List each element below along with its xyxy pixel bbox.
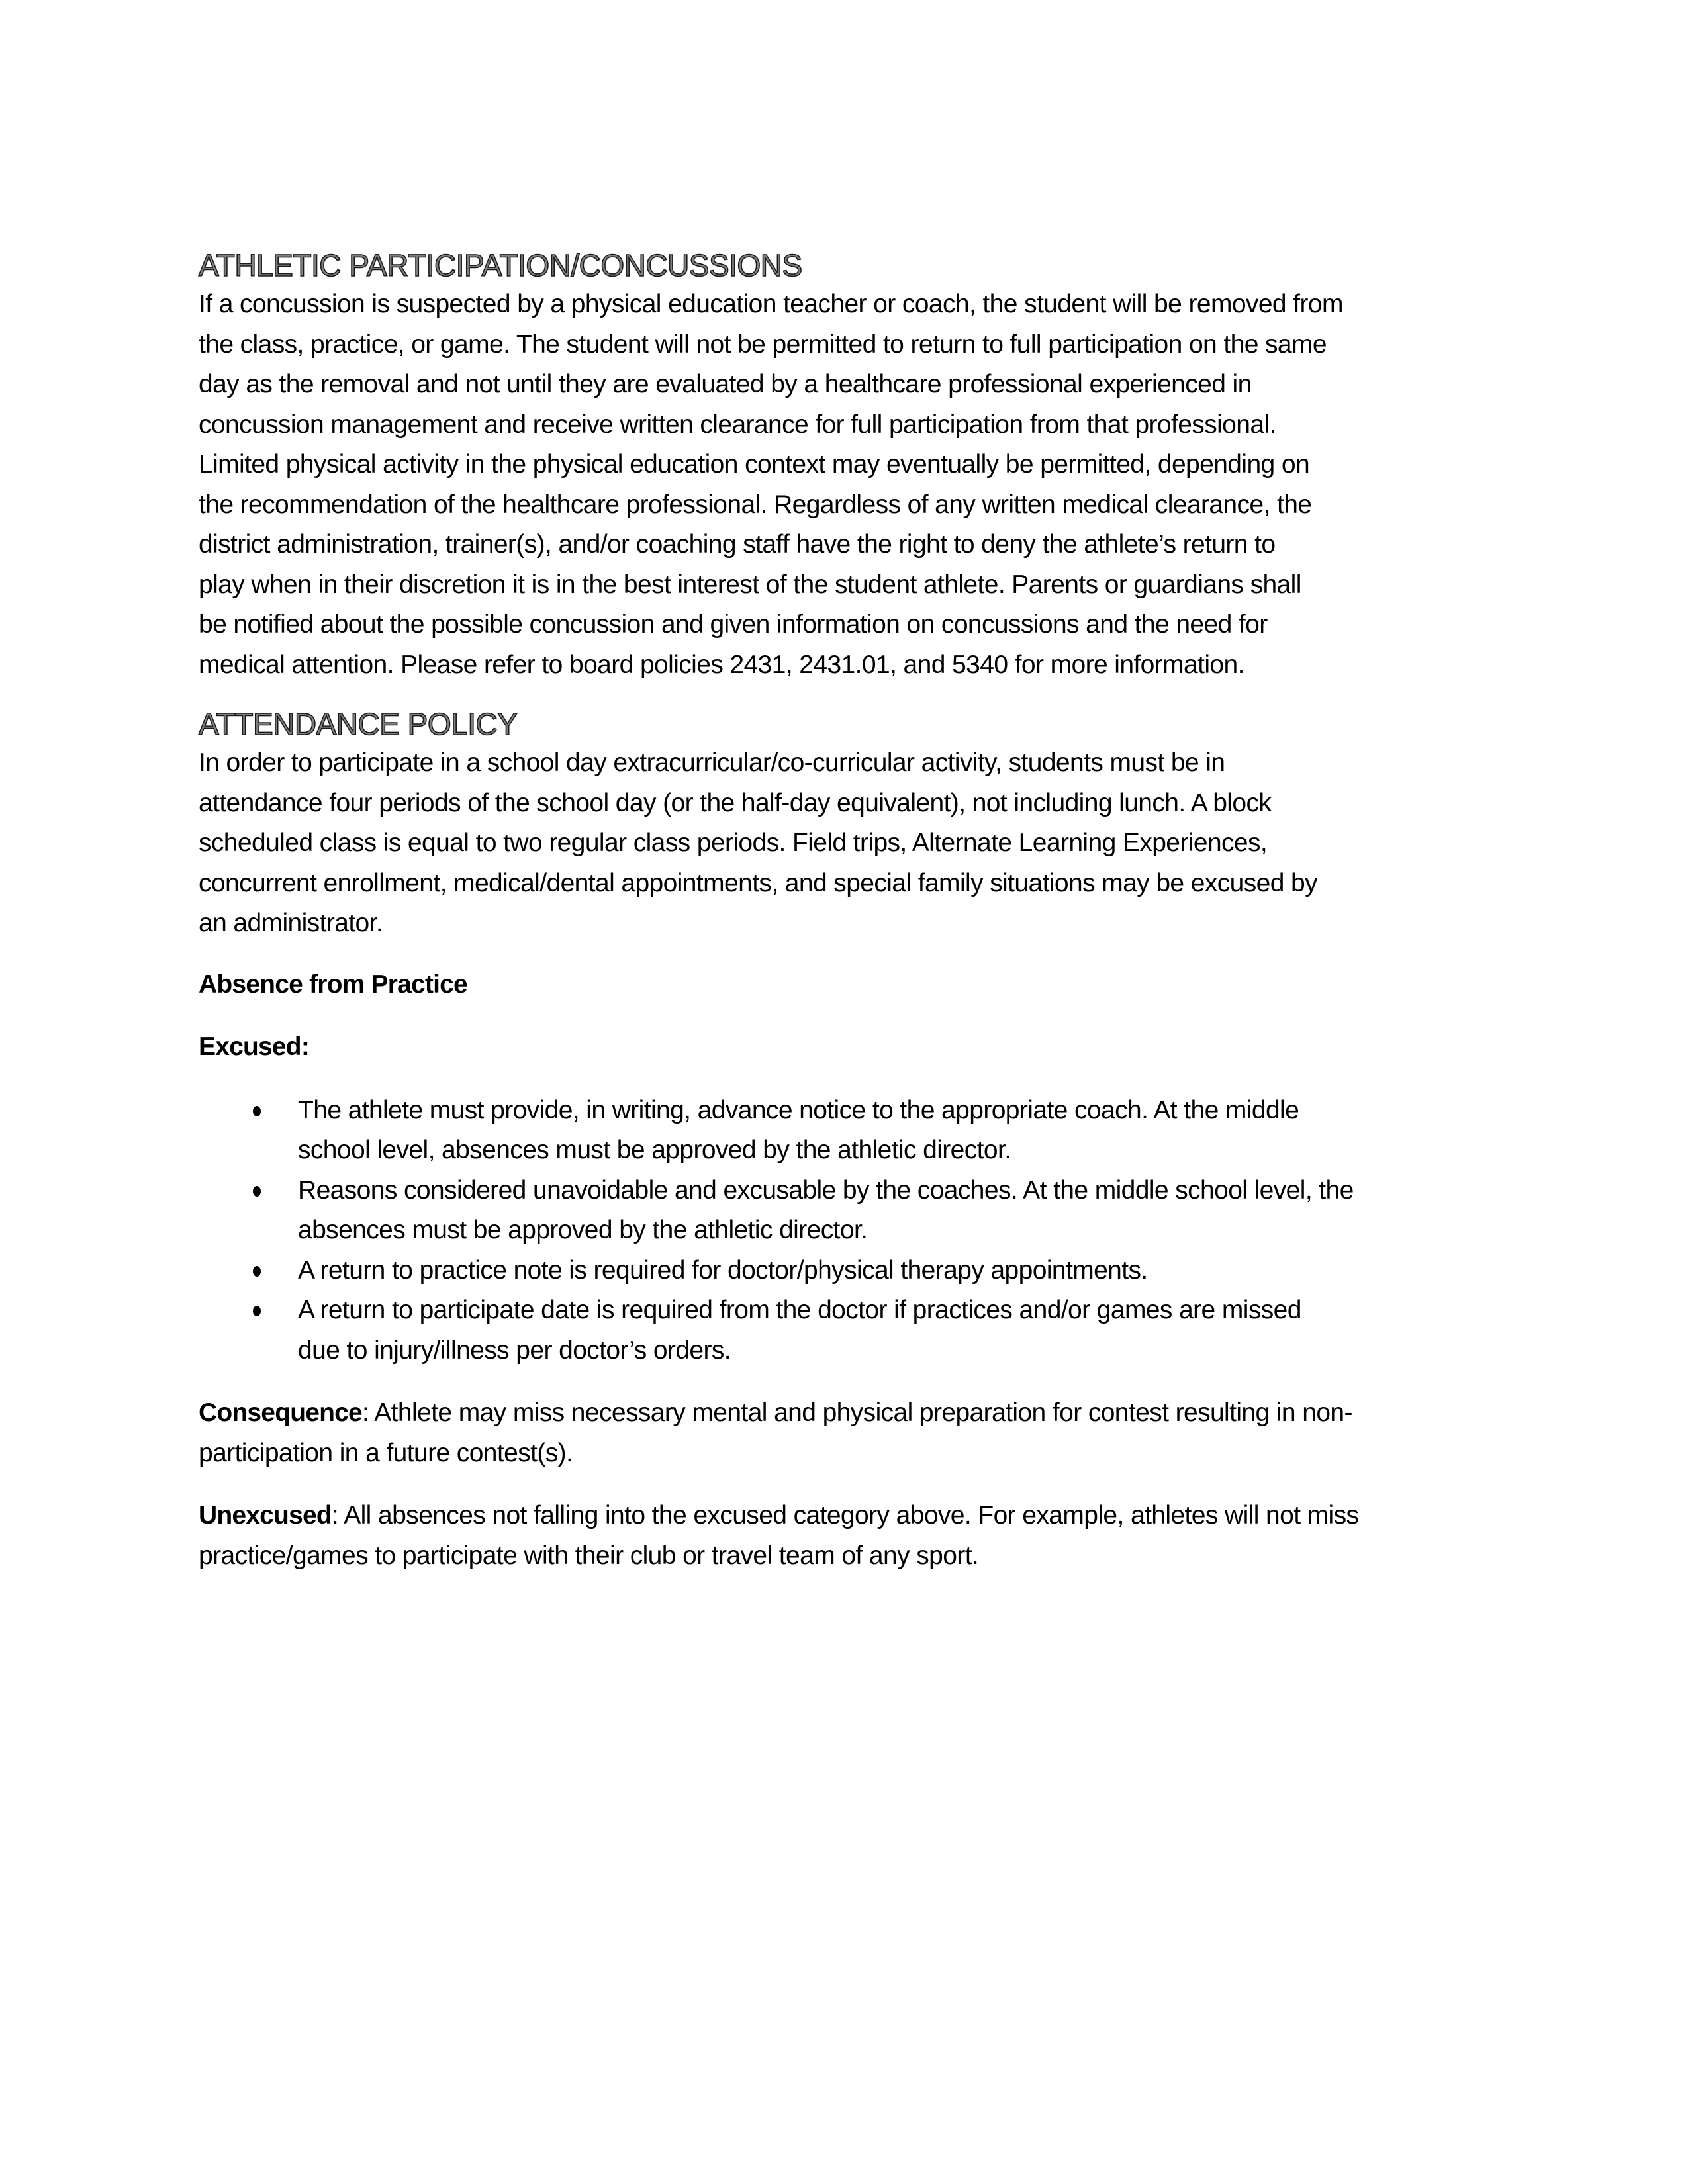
section-heading-concussions: ATHLETIC PARTICIPATION/CONCUSSIONS (199, 248, 802, 283)
paragraph-line: district administration, trainer(s), and/or coaching staff have the right to deny the athlete’s return to (199, 530, 1276, 559)
concussion-paragraph (199, 285, 1496, 685)
paragraph-line: participation in a future contest(s). (199, 1438, 573, 1467)
paragraph-line: concussion management and receive written clearance for full participation from that professional. (199, 410, 1276, 439)
consequence-paragraph (199, 1393, 1496, 1473)
paragraph-line: If a concussion is suspected by a physical education teacher or coach, the student will be removed from (199, 290, 1343, 318)
consequence-text: : Athlete may miss necessary mental and physical preparation for contest resulting in non- (361, 1398, 1352, 1427)
document-page (199, 246, 1496, 1576)
bullet-icon (253, 1106, 261, 1116)
paragraph-line: scheduled class is equal to two regular class periods. Field trips, Alternate Learning Experiences, (199, 829, 1268, 857)
unexcused-paragraph (199, 1496, 1496, 1576)
list-item (199, 1251, 1496, 1291)
section-heading-attendance: ATTENDANCE POLICY (199, 707, 518, 741)
paragraph-line: play when in their discretion it is in the best interest of the student athlete. Parents or guardians shall (199, 570, 1301, 599)
paragraph-line: be notified about the possible concussion and given information on concussions and the need for (199, 610, 1268, 639)
list-item-line: A return to participate date is required from the doctor if practices and/or games are missed (298, 1296, 1301, 1324)
bullet-icon (253, 1266, 261, 1277)
list-item-line: school level, absences must be approved by the athletic director. (298, 1136, 1011, 1164)
excused-label: Excused: (199, 1032, 310, 1061)
list-item-line: A return to practice note is required for doctor/physical therapy appointments. (298, 1255, 1148, 1285)
paragraph-line: Limited physical activity in the physical education context may eventually be permitted, depending on (199, 450, 1310, 478)
paragraph-line: attendance four periods of the school day (or the half-day equivalent), not including lunch. A block (199, 788, 1272, 817)
paragraph-line: In order to participate in a school day extracurricular/co-curricular activity, students must be in (199, 749, 1225, 777)
bullet-icon (253, 1306, 261, 1316)
list-item (199, 1091, 1496, 1171)
list-item-line: Reasons considered unavoidable and excusable by the coaches. At the middle school level, the (298, 1175, 1354, 1205)
excused-list (199, 1091, 1496, 1371)
paragraph-line: an administrator. (199, 909, 383, 937)
consequence-term: Consequence (199, 1398, 362, 1427)
list-item-line: absences must be approved by the athletic director. (298, 1216, 868, 1244)
paragraph-line: practice/games to participate with their club or travel team of any sport. (199, 1541, 979, 1570)
unexcused-term: Unexcused (199, 1501, 332, 1529)
paragraph-line: the class, practice, or game. The student will not be permitted to return to full participation on the same (199, 330, 1327, 359)
unexcused-text: : All absences not falling into the excused category above. For example, athletes will not miss (331, 1501, 1359, 1529)
paragraph-line (199, 1393, 1496, 1433)
paragraph-line: medical attention. Please refer to board policies 2431, 2431.01, and 5340 for more information. (199, 650, 1244, 679)
list-item-line: due to injury/illness per doctor’s orders. (298, 1336, 731, 1365)
list-item-line: The athlete must provide, in writing, advance notice to the appropriate coach. At the middle (298, 1095, 1299, 1124)
bullet-icon (253, 1186, 261, 1197)
absence-from-practice-title: Absence from Practice (199, 970, 467, 999)
paragraph-line (199, 1496, 1496, 1536)
paragraph-line: the recommendation of the healthcare professional. Regardless of any written medical clearance, the (199, 490, 1312, 519)
paragraph-line: day as the removal and not until they are evaluated by a healthcare professional experienced in (199, 370, 1252, 398)
list-item (199, 1171, 1496, 1251)
attendance-paragraph (199, 743, 1496, 944)
paragraph-line: concurrent enrollment, medical/dental appointments, and special family situations may be excused by (199, 868, 1318, 897)
list-item (199, 1291, 1496, 1371)
